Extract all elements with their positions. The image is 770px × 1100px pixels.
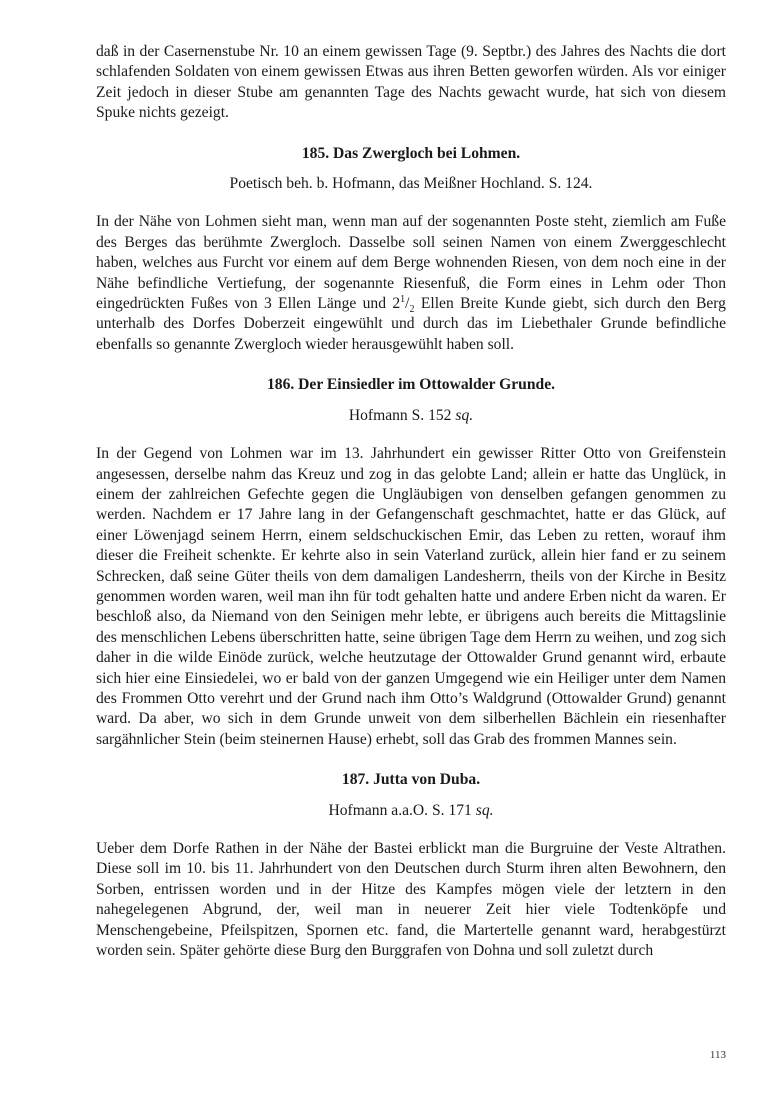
source-text: Hofmann S. 152 — [348, 406, 452, 424]
source-text: Hofmann a.a.O. S. 171 — [328, 801, 472, 819]
section-title: 186. Der Einsiedler im Ottowalder Grunde. — [266, 376, 556, 394]
section-186 — [96, 375, 726, 750]
fraction-numerator: 1 — [400, 293, 406, 305]
section-text: Ueber dem Dorfe Rathen in der Nähe der Bastei erblickt man die Burgruine der Veste Altrathen. Diese soll im 10. bis 11. Jahrhundert von den Deutschen durch Sturm ihren alten Bewohnern, den Sorben, entrissen worden und in der Hitze des Kampfes mögen viele der letztern in den nahegelegenen Abgrund, der, weil man in neuerer Zeit hier viele Todtenköpfe und Menschengebeine, Pfeilspitzen, Spornen etc. fand, die Martertelle genannt ward, herabgestürzt worden sein. Später gehörte diese Burg den Burggrafen von Dohna und soll zuletzt durch — [96, 840, 726, 960]
section-source: Poetisch beh. b. Hofmann, das Meißner Hochland. S. 124. — [229, 175, 593, 193]
section-source — [96, 406, 726, 426]
section-text-part: Ellen Breite Kunde giebt, sich durch den Berg unterhalb des Dorfes Doberzeit eingewühlt und durch das im Liebethaler Grunde befindliche ebenfalls so genannte Zwergloch wieder herausgewühlt haben soll. — [96, 295, 726, 353]
intro-paragraph: daß in der Casernenstube Nr. 10 an einem gewissen Tage (9. Septbr.) des Jahres des Nachts die dort schlafenden Soldaten von einem gewissen Etwas aus ihren Betten geworfen würden. Als vor einiger Zeit jedoch in dieser Stube am genannten Tage des Nachts gewacht wurde, hat sich von diesem Spuke nichts gezeigt. — [96, 43, 726, 122]
section-title: 187. Jutta von Duba. — [341, 771, 481, 789]
page-number: 113 — [709, 1049, 726, 1061]
section-title: 185. Das Zwergloch bei Lohmen. — [301, 144, 521, 162]
page-body — [96, 42, 726, 961]
section-185 — [96, 144, 726, 356]
section-source — [96, 801, 726, 821]
section-text: In der Gegend von Lohmen war im 13. Jahrhundert ein gewisser Ritter Otto von Greifenstein angesessen, derselbe nahm das Kreuz und zog in das gelobte Land; allein er hatte das Unglück, in einem der zahlreichen Gefechte gegen die Ungläubigen von denselben gefangen genommen zu werden. Nachdem er 17 Jahre lang in der Gefangenschaft geschmachtet, hatte er das Glück, auf einer Löwenjagd seinem Herrn, einem seldschuckischen Emir, das Leben zu retten, worauf ihm dieser die Freiheit schenkte. Er kehrte also in sein Vaterland zurück, allein hier fand er zu seinem Schrecken, daß seine Güter theils von dem damaligen Landesherrn, theils von der Kirche in Besitz genommen worden waren, weil man ihn für todt gehalten hatte und andere Erben nicht da waren. Er beschloß also, da Niemand von den Seinigen mehr lebte, er übrigens auch bereits die Mittagslinie des menschlichen Lebens überschritten hatte, seine übrigen Tage dem Herrn zu weihen, und zog sich daher in die wilde Einöde zurück, welche heutzutage der Ottowalder Grund genannt wird, erbaute sich hier eine Einsiedelei, wo er bald von der ganzen Umgegend wie ein Heiliger unter dem Namen des Frommen Otto verehrt und der Grund nach ihm Otto’s Waldgrund (Ottowalder Grund) genannt ward. Da aber, wo sich in dem Grunde unweit von dem silberhellen Bächlein ein riesenhafter sargähnlicher Stein (beim steinernen Hause) erhebt, soll das Grab des frommen Mannes sein. — [96, 445, 726, 748]
fraction-slash: / — [405, 295, 410, 313]
source-italic: sq. — [475, 801, 494, 819]
section-187 — [96, 770, 726, 961]
source-italic: sq. — [455, 406, 474, 424]
section-text-part: In der Nähe von Lohmen sieht man, wenn man auf der sogenannten Poste steht, ziemlich am Fuße des Berges das berühmte Zwergloch. Dasselbe soll seinen Namen von einem Zwerggeschlecht haben, welches aus Furcht vor einem auf dem Berge wohnenden Riesen, von dem noch eine in der Nähe befindliche Vertiefung, der sogenannte Riesenfuß, die Form eines in Lehm oder Thon eingedrückten Fußes von 3 Ellen Länge und 2 — [96, 213, 726, 313]
fraction-denominator: 2 — [409, 304, 415, 316]
section-text — [96, 212, 726, 355]
